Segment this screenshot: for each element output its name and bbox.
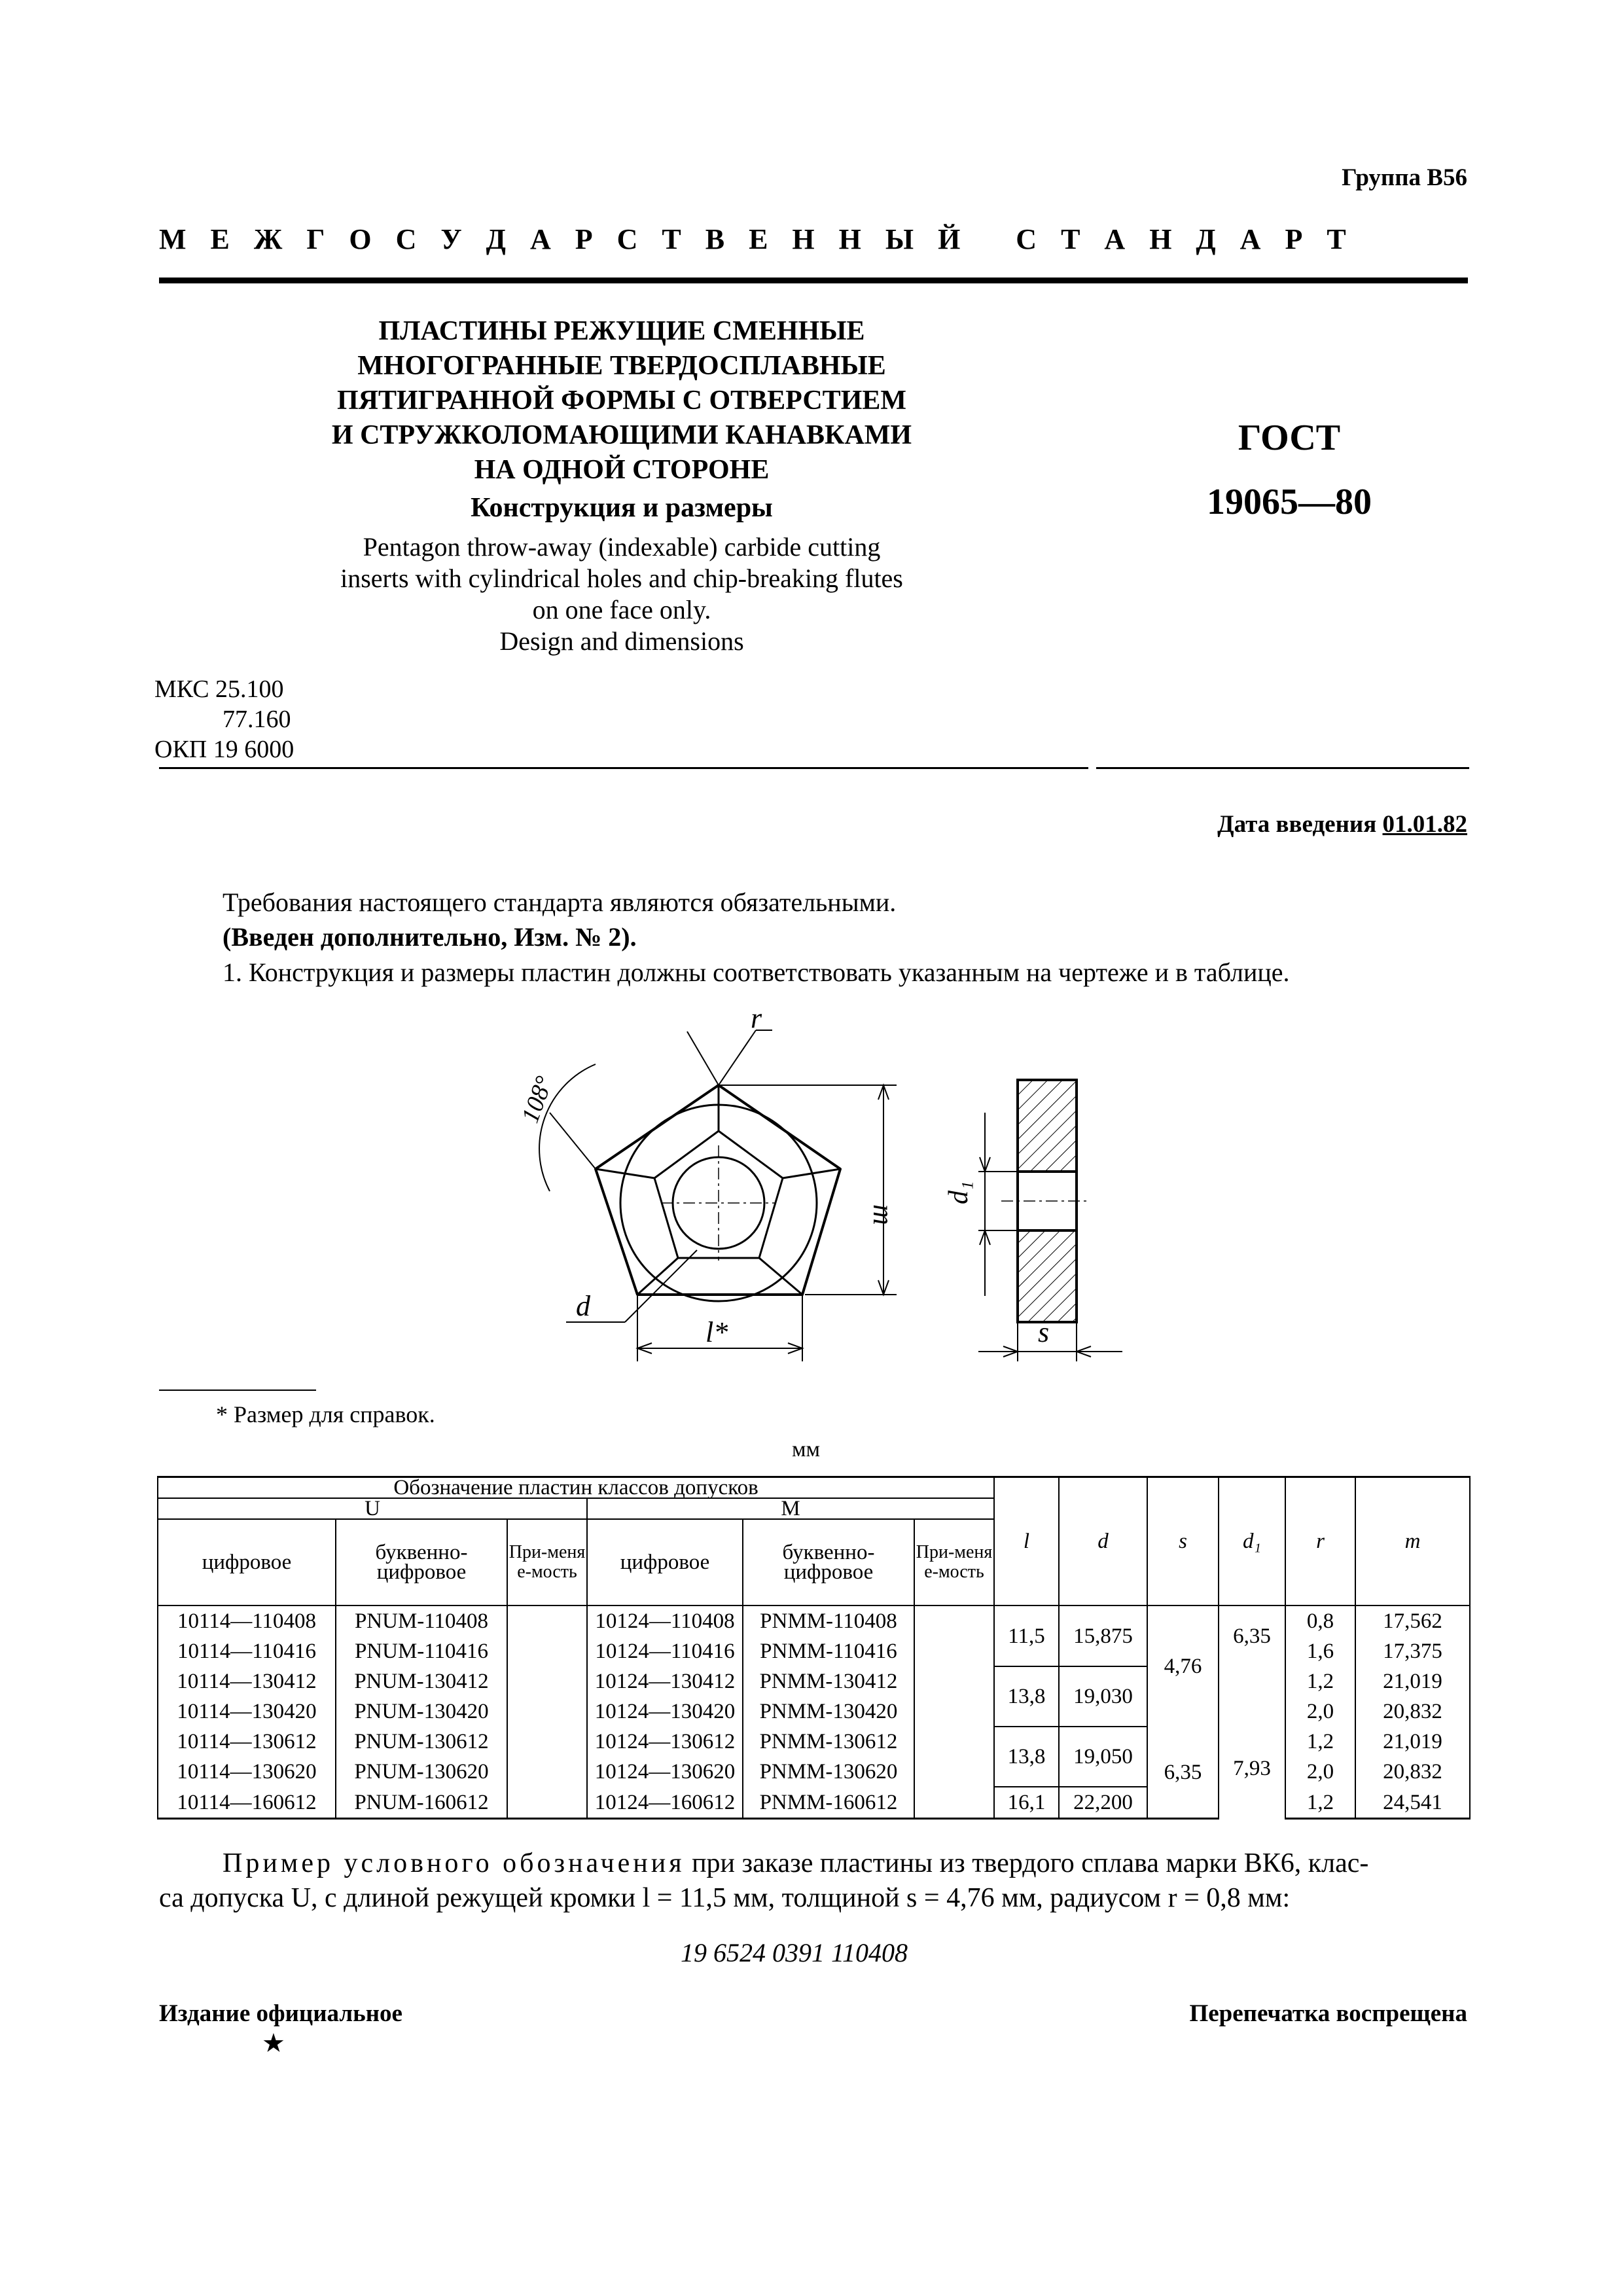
english-title-line: Pentagon throw-away (indexable) carbide cutting: [363, 532, 881, 562]
cell-m-alnum: PNMM-130620: [743, 1757, 914, 1787]
cell-u-applicability: [507, 1727, 587, 1757]
cell-m: 17,375: [1355, 1636, 1470, 1666]
cell-m-alnum: PNMM-110408: [743, 1605, 914, 1636]
cell-u-applicability: [507, 1696, 587, 1727]
cell-d: 15,875: [1059, 1605, 1147, 1666]
intro-date-label: Дата введения: [1217, 811, 1383, 838]
divider: [1096, 767, 1469, 769]
classification-codes: [154, 674, 294, 764]
mks-code-2: 77.160: [223, 706, 291, 733]
cell-u-alnum: PNUM-130620: [336, 1757, 507, 1787]
col-m-alnum: буквенно-цифровое: [743, 1519, 914, 1605]
cell-m-numeric: 10124—130420: [587, 1696, 743, 1727]
cell-m-applicability: [914, 1696, 994, 1727]
heading-letters: М Е Ж Г О С У Д А Р С Т В Е Н Н Ы Й С Т А Н Д А Р Т: [159, 223, 1355, 255]
designation-example: [223, 1844, 1466, 1882]
cell-u-applicability: [507, 1666, 587, 1696]
col-l: l: [994, 1477, 1059, 1606]
cell-d: 22,200: [1059, 1787, 1147, 1819]
col-m-numeric: цифровое: [587, 1519, 743, 1605]
cell-u-alnum: PNUM-130612: [336, 1727, 507, 1757]
dimension-lines: [539, 1030, 897, 1361]
cell-l: 13,8: [994, 1727, 1059, 1787]
cell-u-alnum: PNUM-130420: [336, 1696, 507, 1727]
cell-u-alnum: PNUM-110408: [336, 1605, 507, 1636]
group-code: Группа В56: [1342, 164, 1467, 191]
col-u-applicability: При-меняе-мость: [507, 1519, 587, 1605]
cell-m: 21,019: [1355, 1666, 1470, 1696]
cell-r: 2,0: [1285, 1757, 1355, 1787]
gost-label: ГОСТ: [1238, 418, 1341, 458]
class-u-header: U: [158, 1498, 587, 1519]
cell-m-numeric: 10124—110408: [587, 1605, 743, 1636]
cell-l: 11,5: [994, 1605, 1059, 1666]
cell-m: 17,562: [1355, 1605, 1470, 1636]
english-title-line: on one face only.: [532, 595, 711, 624]
cell-m-numeric: 10124—110416: [587, 1636, 743, 1666]
cell-u-numeric: 10114—130612: [158, 1727, 336, 1757]
cell-u-numeric: 10114—130420: [158, 1696, 336, 1727]
cell-u-numeric: 10114—160612: [158, 1787, 336, 1819]
side-section-view: [978, 1080, 1122, 1361]
cell-m-alnum: PNMM-130612: [743, 1727, 914, 1757]
cell-m-alnum: PNMM-160612: [743, 1787, 914, 1819]
cell-u-applicability: [507, 1605, 587, 1636]
gost-designation: [1152, 406, 1427, 534]
cell-u-applicability: [507, 1757, 587, 1787]
cell-m-applicability: [914, 1757, 994, 1787]
cell-m: 21,019: [1355, 1727, 1470, 1757]
label-d: d: [576, 1290, 590, 1322]
reprint-prohibited: Перепечатка воспрещена: [1189, 2000, 1467, 2027]
cell-r: 0,8: [1285, 1605, 1355, 1636]
english-title-line: inserts with cylindrical holes and chip-breaking flutes: [340, 564, 903, 593]
label-d1: d₁: [944, 1181, 974, 1204]
table-row: [158, 1666, 1470, 1696]
cell-m-alnum: PNMM-130420: [743, 1696, 914, 1727]
interstate-standard-heading: [159, 223, 1468, 256]
label-angle: 108°: [516, 1072, 559, 1127]
cell-l: 16,1: [994, 1787, 1059, 1819]
dimensions-table: [157, 1476, 1471, 1820]
cell-m-applicability: [914, 1605, 994, 1636]
official-edition: Издание официальное: [159, 2000, 402, 2027]
cell-m-applicability: [914, 1666, 994, 1696]
footnote-rule: [159, 1390, 316, 1391]
english-title-line: Design and dimensions: [499, 626, 744, 656]
cell-m-applicability: [914, 1636, 994, 1666]
cell-u-alnum: PNUM-160612: [336, 1787, 507, 1819]
cell-s: 4,76: [1147, 1605, 1219, 1727]
cell-m-numeric: 10124—130620: [587, 1757, 743, 1787]
example-text: при заказе пластины из твердого сплава марки ВК6, клас-: [685, 1848, 1369, 1878]
label-m: m: [867, 1204, 899, 1225]
cell-u-applicability: [507, 1787, 587, 1819]
star-icon: ★: [262, 2028, 285, 2058]
document-subtitle: Конструкция и размеры: [471, 493, 773, 523]
col-m: m: [1355, 1477, 1470, 1606]
cell-r: 1,2: [1285, 1787, 1355, 1819]
col-u-numeric: цифровое: [158, 1519, 336, 1605]
col-m-applicability: При-меняе-мость: [914, 1519, 994, 1605]
col-d1: d₁: [1219, 1477, 1285, 1606]
label-s: s: [1038, 1316, 1050, 1348]
cell-m: 20,832: [1355, 1696, 1470, 1727]
cell-l: 13,8: [994, 1666, 1059, 1727]
cell-u-numeric: 10114—130412: [158, 1666, 336, 1696]
title-line: МНОГОГРАННЫЕ ТВЕРДОСПЛАВНЫЕ: [357, 351, 886, 381]
clause-1: 1. Конструкция и размеры пластин должны соответствовать указанным на чертеже и в таблице.: [223, 958, 1290, 987]
col-d: d: [1059, 1477, 1147, 1606]
mks-code: МКС 25.100: [154, 675, 284, 703]
divider: [159, 767, 1088, 769]
cell-r: 1,2: [1285, 1727, 1355, 1757]
cell-u-alnum: PNUM-110416: [336, 1636, 507, 1666]
cell-d1: 7,93: [1219, 1666, 1285, 1819]
cell-u-applicability: [507, 1636, 587, 1666]
title-line: ПЛАСТИНЫ РЕЖУЩИЕ СМЕННЫЕ: [378, 316, 865, 346]
english-title: [288, 531, 955, 657]
mandatory-statement: Требования настоящего стандарта являются обязательными.: [223, 888, 897, 917]
cell-m: 24,541: [1355, 1787, 1470, 1819]
intro-date-value: 01.01.82: [1382, 811, 1467, 838]
example-code: 19 6524 0391 110408: [681, 1938, 908, 1967]
label-l: l*: [705, 1316, 728, 1348]
example-lead: Пример условного обозначения: [223, 1848, 685, 1878]
table-row: [158, 1605, 1470, 1636]
gost-number: 19065—80: [1207, 482, 1372, 522]
cell-m-numeric: 10124—130612: [587, 1727, 743, 1757]
col-r: r: [1285, 1477, 1355, 1606]
cell-d: 19,050: [1059, 1727, 1147, 1787]
col-u-alnum: буквенно-цифровое: [336, 1519, 507, 1605]
cell-d1: 6,35: [1219, 1605, 1285, 1666]
title-line: ПЯТИГРАННОЙ ФОРМЫ С ОТВЕРСТИЕМ: [336, 386, 907, 416]
cell-r: 1,6: [1285, 1636, 1355, 1666]
group-header: Обозначение пластин классов допусков: [158, 1477, 994, 1499]
cell-m-numeric: 10124—130412: [587, 1666, 743, 1696]
cell-r: 2,0: [1285, 1696, 1355, 1727]
footnote: * Размер для справок.: [216, 1401, 435, 1427]
class-m-header: M: [587, 1498, 994, 1519]
cell-u-numeric: 10114—110416: [158, 1636, 336, 1666]
cell-m: 20,832: [1355, 1757, 1470, 1787]
cell-m-applicability: [914, 1787, 994, 1819]
cell-u-numeric: 10114—130620: [158, 1757, 336, 1787]
cell-u-alnum: PNUM-130412: [336, 1666, 507, 1696]
designation-example-line2: са допуска U, с длиной режущей кромки l = 11,5 мм, толщиной s = 4,76 мм, радиусом r = 0,8 мм:: [159, 1883, 1291, 1913]
col-s: s: [1147, 1477, 1219, 1606]
cell-u-numeric: 10114—110408: [158, 1605, 336, 1636]
introduction-date: [1217, 810, 1467, 838]
cell-m-alnum: PNMM-130412: [743, 1666, 914, 1696]
cell-s: 6,35: [1147, 1727, 1219, 1819]
label-r: r: [751, 1008, 762, 1034]
okp-code: ОКП 19 6000: [154, 736, 294, 763]
cell-m-numeric: 10124—160612: [587, 1787, 743, 1819]
header-rule: [159, 278, 1468, 283]
pentagon-top-view: [596, 1085, 840, 1301]
title-line: НА ОДНОЙ СТОРОНЕ: [474, 455, 770, 485]
cell-r: 1,2: [1285, 1666, 1355, 1696]
insert-drawing: [497, 1008, 1139, 1374]
title-line: И СТРУЖКОЛОМАЮЩИМИ КАНАВКАМИ: [331, 420, 912, 450]
cell-d: 19,030: [1059, 1666, 1147, 1727]
cell-m-alnum: PNMM-110416: [743, 1636, 914, 1666]
document-title: [288, 314, 955, 488]
unit-label: мм: [792, 1437, 821, 1462]
cell-m-applicability: [914, 1727, 994, 1757]
amendment-note: (Введен дополнительно, Изм. № 2).: [223, 922, 637, 952]
